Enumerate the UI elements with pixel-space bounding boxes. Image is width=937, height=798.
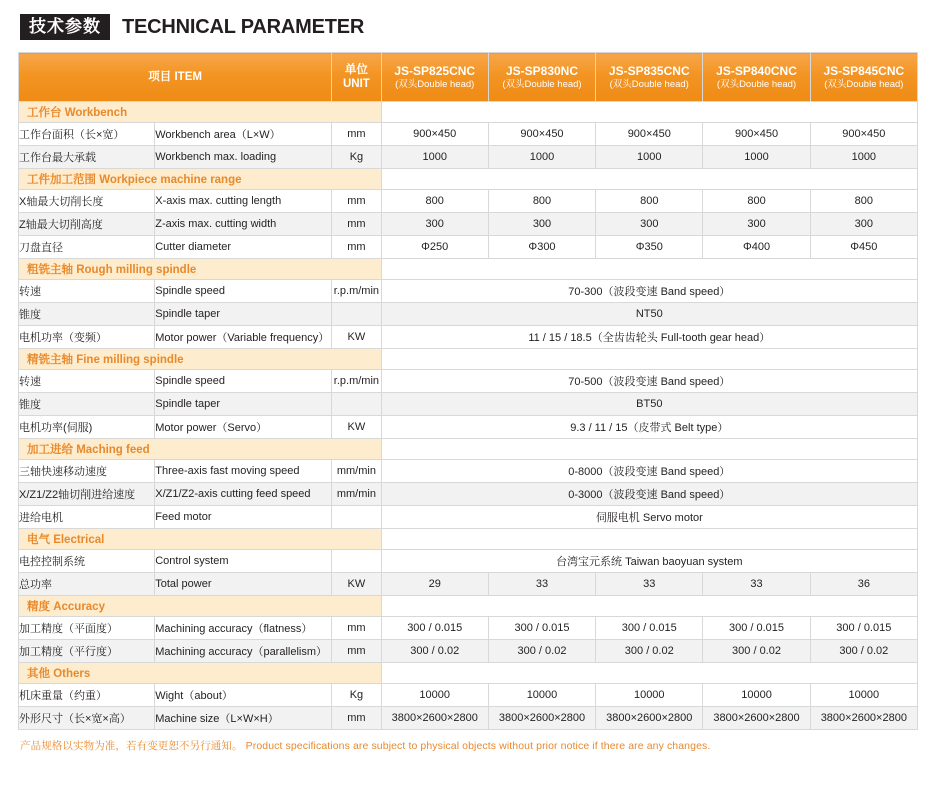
row-value-1: 300 <box>381 213 488 236</box>
header-item: 项目 ITEM <box>19 53 332 102</box>
table-header <box>19 53 918 102</box>
section-row <box>19 663 918 684</box>
row-label-cn: 外形尺寸（长×宽×高） <box>19 707 155 730</box>
row-label-en: Workbench max. loading <box>155 146 332 169</box>
row-unit: r.p.m/min <box>332 280 381 303</box>
row-label-en: Three-axis fast moving speed <box>155 460 332 483</box>
table-row <box>19 550 918 573</box>
row-value-2: 10000 <box>488 684 595 707</box>
model-name: JS-SP840CNC <box>716 63 797 78</box>
table-row <box>19 190 918 213</box>
row-unit <box>332 393 381 416</box>
model-sub: (双头Double head) <box>824 78 904 90</box>
row-value-1: 10000 <box>381 684 488 707</box>
row-value-span: 伺服电机 Servo motor <box>381 506 917 529</box>
row-value-2: 300 <box>488 213 595 236</box>
section-label: 精铣主轴 Fine milling spindle <box>19 349 382 370</box>
row-value-5: 300 <box>810 213 917 236</box>
row-value-1: 29 <box>381 573 488 596</box>
row-unit: mm/min <box>332 460 381 483</box>
row-value-1: 800 <box>381 190 488 213</box>
row-label-en: Motor power（Variable frequency） <box>155 326 332 349</box>
section-blank <box>381 349 917 370</box>
section-blank <box>381 439 917 460</box>
row-label-cn: 总功率 <box>19 573 155 596</box>
row-unit: mm <box>332 123 381 146</box>
table-row <box>19 393 918 416</box>
row-unit <box>332 506 381 529</box>
section-row <box>19 439 918 460</box>
row-value-4: Φ400 <box>703 236 810 259</box>
row-value-4: 33 <box>703 573 810 596</box>
specification-table <box>18 52 918 730</box>
model-name: JS-SP845CNC <box>823 63 905 78</box>
row-value-4: 10000 <box>703 684 810 707</box>
section-row <box>19 169 918 190</box>
table-row <box>19 123 918 146</box>
row-value-2: 33 <box>488 573 595 596</box>
table-row <box>19 146 918 169</box>
row-label-cn: 刀盘直径 <box>19 236 155 259</box>
table-row <box>19 483 918 506</box>
row-label-cn: 电机功率（变频） <box>19 326 155 349</box>
row-value-span: 9.3 / 11 / 15（皮带式 Belt type） <box>381 416 917 439</box>
row-value-4: 300 / 0.015 <box>703 617 810 640</box>
row-value-1: 1000 <box>381 146 488 169</box>
table-row <box>19 460 918 483</box>
row-label-cn: 锥度 <box>19 393 155 416</box>
row-label-cn: 转速 <box>19 370 155 393</box>
table-row <box>19 416 918 439</box>
row-value-3: Φ350 <box>596 236 703 259</box>
table-row <box>19 506 918 529</box>
row-unit <box>332 550 381 573</box>
row-label-en: Z-axis max. cutting width <box>155 213 332 236</box>
section-blank <box>381 596 917 617</box>
header-unit-cn: 单位 <box>344 63 368 76</box>
row-value-3: 300 / 0.02 <box>596 640 703 663</box>
row-value-3: 300 / 0.015 <box>596 617 703 640</box>
row-label-cn: 机床重量（约重） <box>19 684 155 707</box>
row-label-en: X/Z1/Z2-axis cutting feed speed <box>155 483 332 506</box>
page-title <box>18 14 919 40</box>
row-value-2: Φ300 <box>488 236 595 259</box>
row-value-4: 300 / 0.02 <box>703 640 810 663</box>
footer-note: 产品规格以实物为准，若有变更恕不另行通知。 Product specifications are subject to physical objects without prior notice if there are any changes. <box>20 740 711 752</box>
row-value-5: 300 / 0.015 <box>810 617 917 640</box>
section-row <box>19 529 918 550</box>
row-unit: mm <box>332 236 381 259</box>
row-value-2: 900×450 <box>488 123 595 146</box>
table-row <box>19 617 918 640</box>
section-row <box>19 259 918 280</box>
section-label: 加工进给 Maching feed <box>19 439 382 460</box>
row-label-en: Spindle speed <box>155 280 332 303</box>
row-value-span: 0-3000（波段变速 Band speed） <box>381 483 917 506</box>
section-blank <box>381 259 917 280</box>
model-sub: (双头Double head) <box>716 78 797 90</box>
row-value-3: 3800×2600×2800 <box>596 707 703 730</box>
row-value-5: 300 / 0.02 <box>810 640 917 663</box>
row-unit: Kg <box>332 146 381 169</box>
page-title-en: TECHNICAL PARAMETER <box>122 15 365 38</box>
row-value-2: 300 / 0.02 <box>488 640 595 663</box>
table-row <box>19 326 918 349</box>
row-unit: mm <box>332 617 381 640</box>
row-value-3: 900×450 <box>596 123 703 146</box>
row-label-en: Workbench area（L×W） <box>155 123 332 146</box>
model-name: JS-SP835CNC <box>608 63 690 78</box>
row-value-3: 800 <box>596 190 703 213</box>
section-label: 工件加工范围 Workpiece machine range <box>19 169 382 190</box>
row-unit: KW <box>332 573 381 596</box>
table-row <box>19 213 918 236</box>
header-model-5 <box>810 53 917 102</box>
row-label-en: Cutter diameter <box>155 236 332 259</box>
section-label: 精度 Accuracy <box>19 596 382 617</box>
row-label-cn: 电机功率(伺服) <box>19 416 155 439</box>
row-unit <box>332 303 381 326</box>
row-value-span: NT50 <box>381 303 917 326</box>
table-row <box>19 303 918 326</box>
row-label-en: Spindle taper <box>155 303 332 326</box>
row-value-4: 300 <box>703 213 810 236</box>
row-label-cn: 加工精度（平面度） <box>19 617 155 640</box>
row-value-4: 800 <box>703 190 810 213</box>
section-row <box>19 102 918 123</box>
row-label-cn: X/Z1/Z2轴切削进给速度 <box>19 483 155 506</box>
row-unit: mm/min <box>332 483 381 506</box>
row-value-span: 台湾宝元系统 Taiwan baoyuan system <box>381 550 917 573</box>
row-unit: mm <box>332 190 381 213</box>
row-value-3: 33 <box>596 573 703 596</box>
row-label-cn: 电控控制系统 <box>19 550 155 573</box>
row-value-span: 70-300（波段变速 Band speed） <box>381 280 917 303</box>
header-model-3 <box>596 53 703 102</box>
section-label: 粗铣主轴 Rough milling spindle <box>19 259 382 280</box>
row-value-span: 0-8000（波段变速 Band speed） <box>381 460 917 483</box>
row-label-cn: 工作台面积（长×宽） <box>19 123 155 146</box>
section-blank <box>381 102 917 123</box>
row-label-en: X-axis max. cutting length <box>155 190 332 213</box>
model-sub: (双头Double head) <box>395 78 475 90</box>
row-label-en: Total power <box>155 573 332 596</box>
table-row <box>19 707 918 730</box>
row-label-cn: 三轴快速移动速度 <box>19 460 155 483</box>
row-label-cn: 锥度 <box>19 303 155 326</box>
model-sub: (双头Double head) <box>609 78 689 90</box>
row-value-span: 70-500（波段变速 Band speed） <box>381 370 917 393</box>
page-title-cn: 技术参数 <box>20 14 110 40</box>
section-blank <box>381 169 917 190</box>
section-label: 其他 Others <box>19 663 382 684</box>
section-label: 电气 Electrical <box>19 529 382 550</box>
row-unit: mm <box>332 640 381 663</box>
row-value-1: Φ250 <box>381 236 488 259</box>
table-row <box>19 684 918 707</box>
row-label-cn: 转速 <box>19 280 155 303</box>
row-value-5: 900×450 <box>810 123 917 146</box>
row-label-en: Wight（about） <box>155 684 332 707</box>
header-model-4 <box>703 53 810 102</box>
row-value-3: 300 <box>596 213 703 236</box>
row-value-1: 300 / 0.02 <box>381 640 488 663</box>
row-value-2: 300 / 0.015 <box>488 617 595 640</box>
row-value-2: 3800×2600×2800 <box>488 707 595 730</box>
row-label-en: Spindle speed <box>155 370 332 393</box>
row-value-1: 900×450 <box>381 123 488 146</box>
row-unit: mm <box>332 213 381 236</box>
model-name: JS-SP825CNC <box>394 63 476 78</box>
row-label-en: Machine size（L×W×H） <box>155 707 332 730</box>
header-model-1 <box>381 53 488 102</box>
row-label-cn: 工作台最大承载 <box>19 146 155 169</box>
section-blank <box>381 663 917 684</box>
row-value-4: 900×450 <box>703 123 810 146</box>
row-value-5: Φ450 <box>810 236 917 259</box>
row-label-en: Machining accuracy（flatness） <box>155 617 332 640</box>
table-row <box>19 236 918 259</box>
row-value-1: 3800×2600×2800 <box>381 707 488 730</box>
row-value-3: 1000 <box>596 146 703 169</box>
row-value-3: 10000 <box>596 684 703 707</box>
row-unit: KW <box>332 326 381 349</box>
model-sub: (双头Double head) <box>502 78 582 90</box>
row-label-cn: 加工精度（平行度） <box>19 640 155 663</box>
row-value-5: 800 <box>810 190 917 213</box>
row-unit: mm <box>332 707 381 730</box>
row-label-en: Feed motor <box>155 506 332 529</box>
section-label: 工作台 Workbench <box>19 102 382 123</box>
table-row <box>19 280 918 303</box>
table-row <box>19 370 918 393</box>
row-label-en: Control system <box>155 550 332 573</box>
table-row <box>19 573 918 596</box>
row-value-span: 11 / 15 / 18.5（全齿齿轮头 Full-tooth gear head） <box>381 326 917 349</box>
row-unit: KW <box>332 416 381 439</box>
row-value-5: 1000 <box>810 146 917 169</box>
row-label-cn: X轴最大切削长度 <box>19 190 155 213</box>
row-value-5: 36 <box>810 573 917 596</box>
section-row <box>19 596 918 617</box>
row-value-2: 1000 <box>488 146 595 169</box>
row-value-5: 3800×2600×2800 <box>810 707 917 730</box>
row-value-2: 800 <box>488 190 595 213</box>
row-label-en: Spindle taper <box>155 393 332 416</box>
row-value-1: 300 / 0.015 <box>381 617 488 640</box>
row-label-en: Machining accuracy（parallelism） <box>155 640 332 663</box>
section-blank <box>381 529 917 550</box>
table-row <box>19 640 918 663</box>
row-value-4: 1000 <box>703 146 810 169</box>
section-row <box>19 349 918 370</box>
row-unit: r.p.m/min <box>332 370 381 393</box>
header-model-2 <box>488 53 595 102</box>
header-unit-en: UNIT <box>343 78 370 90</box>
row-unit: Kg <box>332 684 381 707</box>
table-body <box>19 102 918 730</box>
row-value-5: 10000 <box>810 684 917 707</box>
model-name: JS-SP830NC <box>505 63 579 78</box>
row-label-cn: 进给电机 <box>19 506 155 529</box>
header-unit <box>332 53 381 102</box>
row-label-en: Motor power（Servo） <box>155 416 332 439</box>
row-value-4: 3800×2600×2800 <box>703 707 810 730</box>
row-label-cn: Z轴最大切削高度 <box>19 213 155 236</box>
row-value-span: BT50 <box>381 393 917 416</box>
